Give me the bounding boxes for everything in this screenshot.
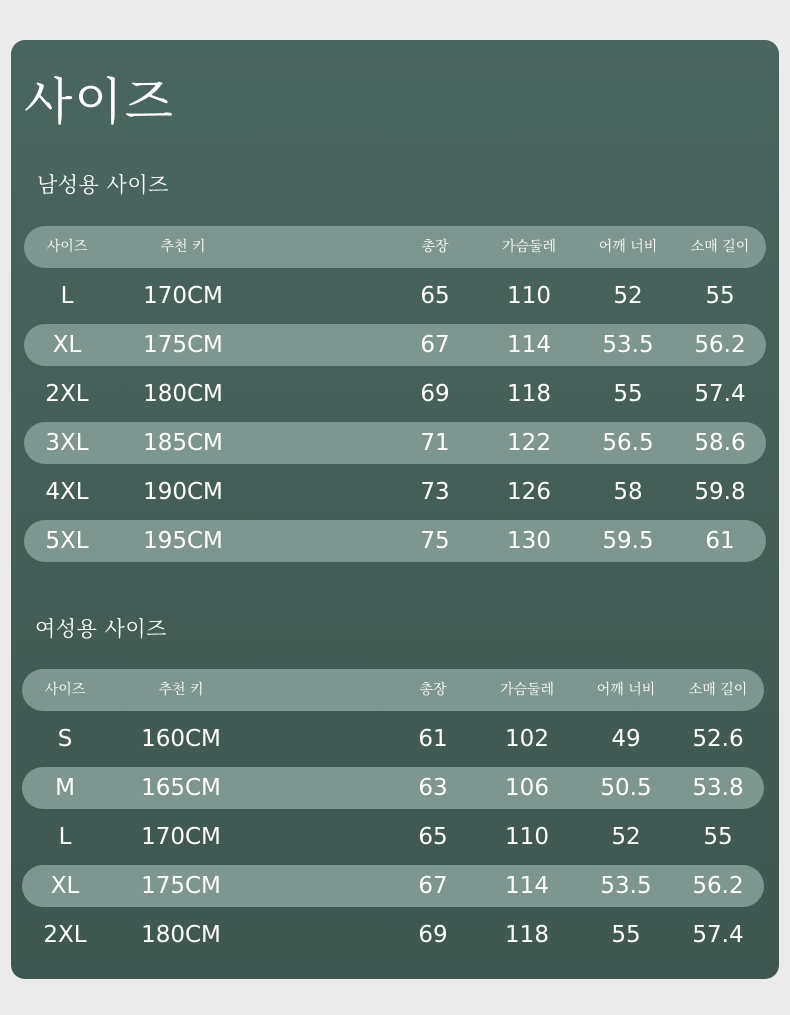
cell-height: 170CM: [141, 824, 221, 850]
cell-size: 2XL: [43, 922, 87, 948]
cell-height: 165CM: [141, 775, 221, 801]
cell-length: 69: [418, 922, 448, 948]
cell-height: 185CM: [143, 430, 223, 456]
cell-size: L: [58, 824, 72, 850]
cell-size: S: [57, 726, 73, 752]
table-row: [22, 767, 764, 809]
table-row: [24, 373, 766, 415]
cell-shoulder: 58: [613, 479, 643, 505]
cell-shoulder: 52: [611, 824, 641, 850]
cell-chest: 106: [505, 775, 549, 801]
cell-height: 180CM: [141, 922, 221, 948]
header-shoulder-width: 어깨 너비: [598, 239, 658, 255]
cell-length: 75: [420, 528, 450, 554]
cell-shoulder: 49: [611, 726, 641, 752]
cell-sleeve: 61: [705, 528, 735, 554]
cell-shoulder: 53.5: [602, 332, 654, 358]
cell-height: 190CM: [143, 479, 223, 505]
cell-height: 195CM: [143, 528, 223, 554]
cell-sleeve: 56.2: [692, 873, 744, 899]
cell-length: 67: [420, 332, 450, 358]
table-row: [24, 275, 766, 317]
cell-sleeve: 57.4: [692, 922, 744, 948]
cell-size: 5XL: [45, 528, 89, 554]
header-sleeve-length: 소매 길이: [690, 239, 750, 255]
size-table-men: [24, 226, 766, 569]
cell-size: XL: [50, 873, 80, 899]
header-chest: 가슴둘레: [499, 682, 555, 698]
cell-chest: 114: [505, 873, 549, 899]
cell-sleeve: 52.6: [692, 726, 744, 752]
table-row: [22, 865, 764, 907]
cell-length: 61: [418, 726, 448, 752]
cell-chest: 110: [505, 824, 549, 850]
cell-height: 170CM: [143, 283, 223, 309]
table-row: [24, 471, 766, 513]
header-total-length: 총장: [419, 682, 447, 698]
section-title-men: 남성용 사이즈: [37, 173, 169, 197]
cell-shoulder: 59.5: [602, 528, 654, 554]
cell-length: 67: [418, 873, 448, 899]
table-row: [24, 324, 766, 366]
header-size: 사이즈: [46, 239, 88, 255]
cell-shoulder: 56.5: [602, 430, 654, 456]
cell-length: 71: [420, 430, 450, 456]
cell-length: 63: [418, 775, 448, 801]
table-row: [22, 816, 764, 858]
table-row: [24, 422, 766, 464]
cell-height: 175CM: [141, 873, 221, 899]
cell-length: 65: [420, 283, 450, 309]
cell-chest: 118: [507, 381, 551, 407]
section-title-women: 여성용 사이즈: [35, 617, 167, 641]
cell-sleeve: 55: [705, 283, 735, 309]
table-row: [24, 520, 766, 562]
cell-sleeve: 55: [703, 824, 733, 850]
page-title: 사이즈: [24, 73, 175, 131]
cell-sleeve: 53.8: [692, 775, 744, 801]
header-recommended-height: 추천 키: [158, 682, 204, 698]
cell-shoulder: 55: [613, 381, 643, 407]
cell-size: M: [55, 775, 75, 801]
cell-sleeve: 58.6: [694, 430, 746, 456]
cell-shoulder: 50.5: [600, 775, 652, 801]
cell-chest: 122: [507, 430, 551, 456]
cell-sleeve: 59.8: [694, 479, 746, 505]
cell-chest: 114: [507, 332, 551, 358]
table-header: [22, 669, 764, 711]
cell-shoulder: 52: [613, 283, 643, 309]
table-row: [22, 718, 764, 760]
cell-chest: 126: [507, 479, 551, 505]
cell-length: 73: [420, 479, 450, 505]
header-total-length: 총장: [421, 239, 449, 255]
cell-size: 2XL: [45, 381, 89, 407]
cell-size: 4XL: [45, 479, 89, 505]
cell-sleeve: 56.2: [694, 332, 746, 358]
header-size: 사이즈: [44, 682, 86, 698]
cell-size: 3XL: [45, 430, 89, 456]
cell-chest: 110: [507, 283, 551, 309]
cell-height: 175CM: [143, 332, 223, 358]
cell-size: L: [60, 283, 74, 309]
table-row: [22, 914, 764, 956]
cell-sleeve: 57.4: [694, 381, 746, 407]
cell-height: 180CM: [143, 381, 223, 407]
header-sleeve-length: 소매 길이: [688, 682, 748, 698]
cell-length: 65: [418, 824, 448, 850]
header-chest: 가슴둘레: [501, 239, 557, 255]
cell-chest: 102: [505, 726, 549, 752]
cell-size: XL: [52, 332, 82, 358]
cell-chest: 118: [505, 922, 549, 948]
cell-shoulder: 55: [611, 922, 641, 948]
table-header: [24, 226, 766, 268]
cell-height: 160CM: [141, 726, 221, 752]
size-table-women: [22, 669, 764, 963]
cell-length: 69: [420, 381, 450, 407]
cell-shoulder: 53.5: [600, 873, 652, 899]
cell-chest: 130: [507, 528, 551, 554]
header-shoulder-width: 어깨 너비: [596, 682, 656, 698]
header-recommended-height: 추천 키: [160, 239, 206, 255]
